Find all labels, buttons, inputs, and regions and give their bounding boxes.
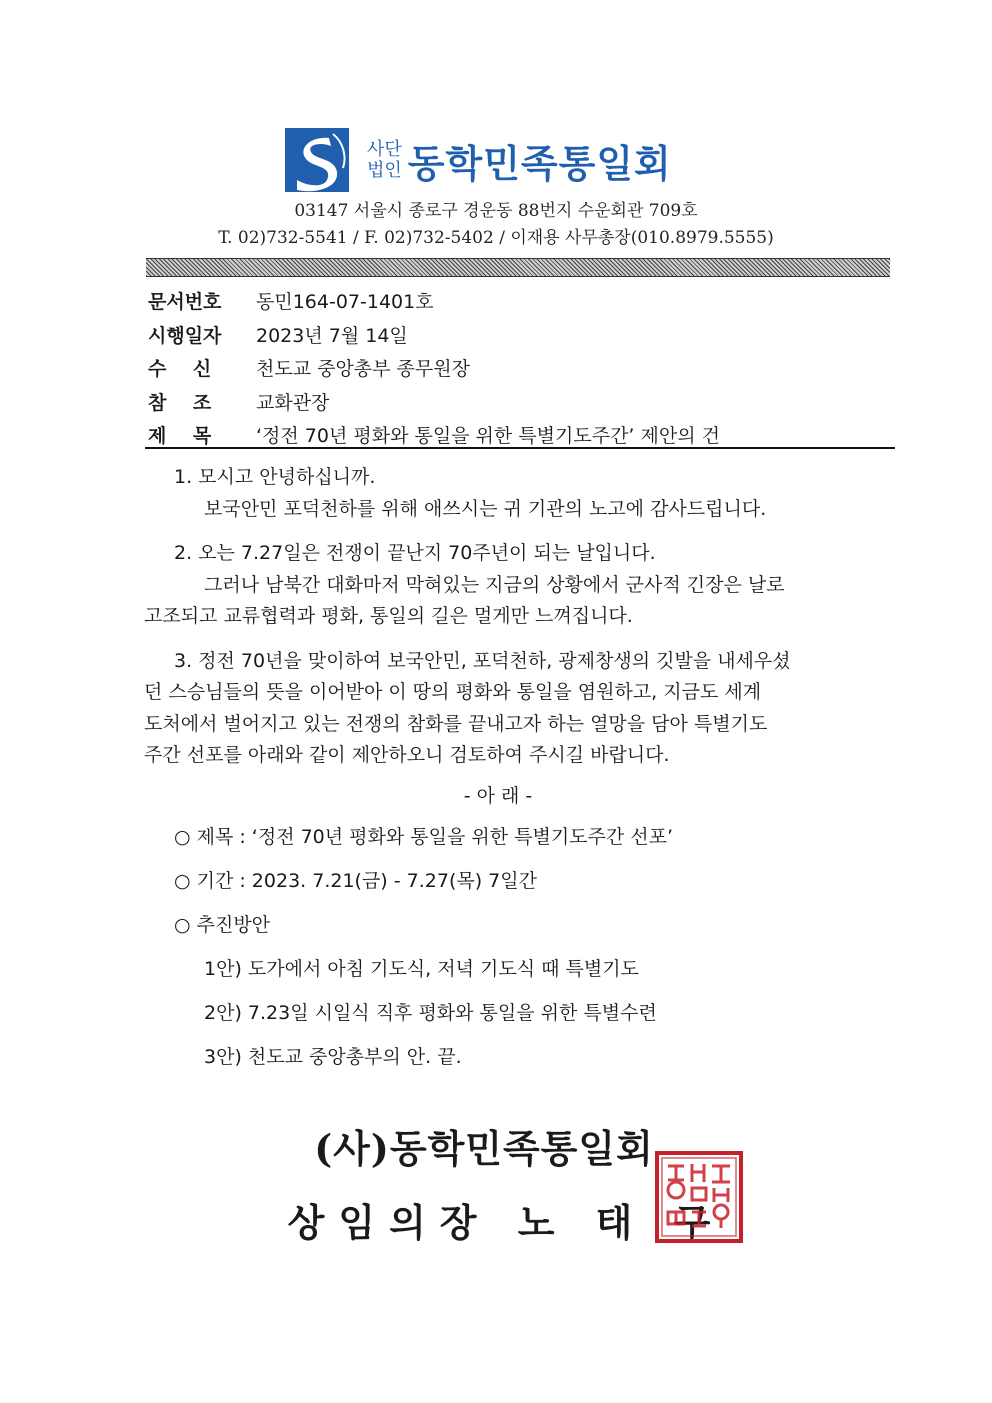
plan-item: 1안) 도가에서 아침 기도식, 저녁 기도식 때 특별기도: [204, 958, 639, 981]
body-line: 주간 선포를 아래와 같이 제안하오니 검토하여 주시길 바랍니다.: [144, 744, 670, 766]
document-meta: [148, 284, 894, 452]
org-logo: [285, 128, 672, 192]
proposal-items: [144, 816, 852, 1080]
meta-label: 문서번호: [148, 291, 222, 314]
meta-row-reference: [148, 385, 894, 419]
body-line: 보국안민 포덕천하를 위해 애쓰시는 귀 기관의 노고에 감사드립니다.: [204, 497, 767, 520]
org-contact: T. 02)732-5541 / F. 02)732-5402 / 이재용 사무총장(010.8979.5555): [218, 228, 774, 248]
org-logo-mark-icon: [285, 128, 349, 192]
body-line: 고조되고 교류협력과 평화, 통일의 길은 멀게만 느껴집니다.: [144, 605, 633, 627]
meta-row-date: [148, 318, 894, 352]
paragraph-3: [144, 646, 852, 772]
meta-value: 동민164-07-1401호: [256, 291, 434, 314]
body-line: 1. 모시고 안녕하십니까.: [174, 466, 376, 488]
body-line: 2. 오는 7.27일은 전쟁이 끝난지 70주년이 되는 날입니다.: [174, 542, 656, 564]
body-line: 그러나 남북간 대화마저 막혀있는 지금의 상황에서 군사적 긴장은 날로: [204, 573, 785, 596]
org-logo-name: 동학민족통일회: [407, 141, 672, 186]
logo-small-bottom: 법인: [367, 160, 402, 181]
proposal-item: ○ 제목 : ‘정전 70년 평화와 통일을 위한 특별기도주간 선포’: [174, 826, 674, 849]
meta-value: ‘정전 70년 평화와 통일을 위한 특별기도주간’ 제안의 건: [256, 425, 720, 448]
meta-value: 천도교 중앙총부 종무원장: [256, 358, 470, 381]
paragraph-2: [144, 538, 852, 633]
meta-label: 참 조: [148, 391, 212, 414]
official-seal-stamp: [654, 1150, 744, 1244]
plan-item: 2안) 7.23일 시일식 직후 평화와 통일을 위한 특별수련: [204, 1002, 657, 1025]
logo-small-top: 사단: [367, 139, 402, 160]
meta-value: 교화관장: [256, 391, 330, 414]
header-hatch-divider: [146, 258, 890, 277]
proposal-item: ○ 추진방안: [174, 914, 271, 937]
meta-row-doc-number: [148, 284, 894, 318]
meta-label: 수 신: [148, 358, 212, 381]
body-line: 던 스승님들의 뜻을 이어받아 이 땅의 평화와 통일을 염원하고, 지금도 세계: [144, 681, 762, 703]
meta-value: 2023년 7월 14일: [256, 324, 408, 347]
meta-row-recipient: [148, 351, 894, 385]
document-body: [144, 462, 852, 1080]
signature-org: (사)동학민족통일회: [314, 1126, 654, 1171]
plan-item: 3안) 천도교 중앙총부의 안. 끝.: [204, 1046, 462, 1069]
proposal-item: ○ 기간 : 2023. 7.21(금) - 7.27(목) 7일간: [174, 870, 537, 893]
org-logo-type: [367, 139, 402, 181]
paragraph-1: [144, 462, 852, 525]
meta-label: 시행일자: [148, 324, 222, 347]
signature-person: 상임의장 노 태 구: [287, 1200, 725, 1245]
org-address: 03147 서울시 종로구 경운동 88번지 수운회관 709호: [294, 201, 698, 221]
body-line: 3. 정전 70년을 맞이하여 보국안민, 포덕천하, 광제창생의 깃발을 내세우셨: [174, 649, 791, 672]
body-line: 도처에서 벌어지고 있는 전쟁의 참화를 끝내고자 하는 열망을 담아 특별기도: [144, 712, 768, 735]
meta-divider: [145, 447, 895, 449]
below-heading: - 아 래 -: [463, 784, 533, 807]
meta-label: 제 목: [148, 425, 212, 448]
